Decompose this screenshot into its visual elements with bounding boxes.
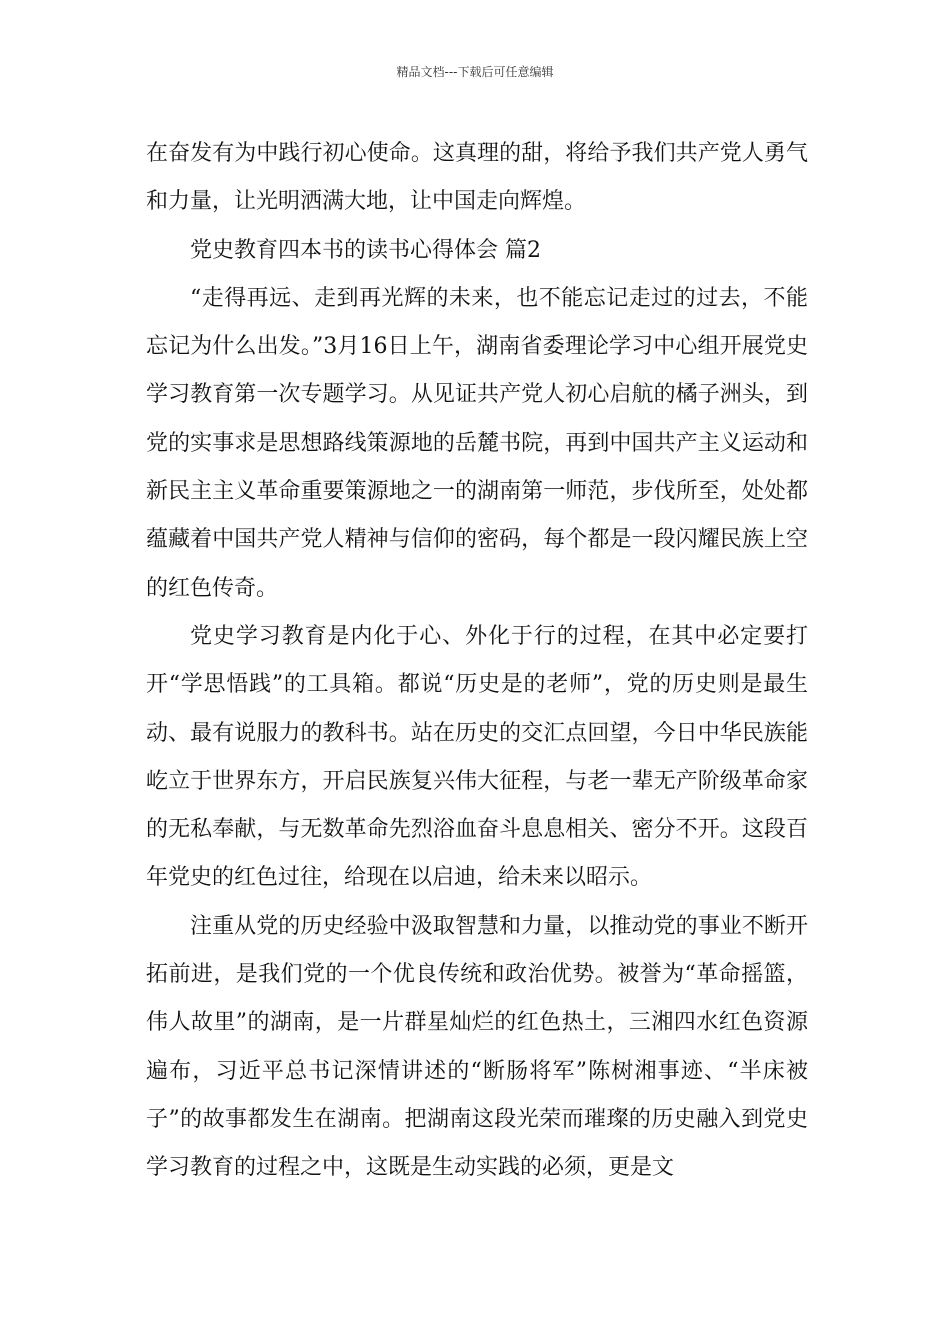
paragraph: 党史学习教育是内化于心、外化于行的过程，在其中必定要打开“学思悟践”的工具箱。都说“历史是的老师”，党的历史则是最生动、最有说服力的教科书。站在历史的交汇点回望，今日中华民族能屹立于世界东方，开启民族复兴伟大征程，与老一辈无产阶级革命家的无私奉献，与无数革命先烈浴血奋斗息息相关、密分不开。这段百年党史的红色过往，给现在以启迪，给未来以昭示。 [146, 623, 808, 891]
paragraph: 注重从党的历史经验中汲取智慧和力量，以推动党的事业不断开拓前进，是我们党的一个优良传统和政治优势。被誉为“革命摇篮，伟人故里”的湖南，是一片群星灿烂的红色热土，三湘四水红色资源遍布，习近平总书记深情讲述的“断肠将军”陈树湘事迹、“半床被子”的故事都发生在湖南。把湖南这段光荣而璀璨的历史融入到党史学习教育的过程之中，这既是生动实践的必须，更是文 [146, 913, 808, 1181]
section-title: 党史教育四本书的读书心得体会 篇2 [190, 237, 541, 263]
paragraph: “走得再远、走到再光辉的未来，也不能忘记走过的过去，不能忘记为什么出发。”3月16日上午，湖南省委理论学习中心组开展党史学习教育第一次专题学习。从见证共产党人初心启航的橘子洲头，到党的实事求是思想路线策源地的岳麓书院，再到中国共产主义运动和新民主主义革命重要策源地之一的湖南第一师范，步伐所至，处处都蕴藏着中国共产党人精神与信仰的密码，每个都是一段闪耀民族上空的红色传奇。 [146, 285, 808, 601]
document-body [146, 130, 808, 1193]
paragraph-continuation: 在奋发有为中践行初心使命。这真理的甜，将给予我们共产党人勇气和力量，让光明洒满大地，让中国走向辉煌。 [146, 141, 808, 215]
page-header: 精品文档---下载后可任意编辑 [396, 65, 554, 79]
